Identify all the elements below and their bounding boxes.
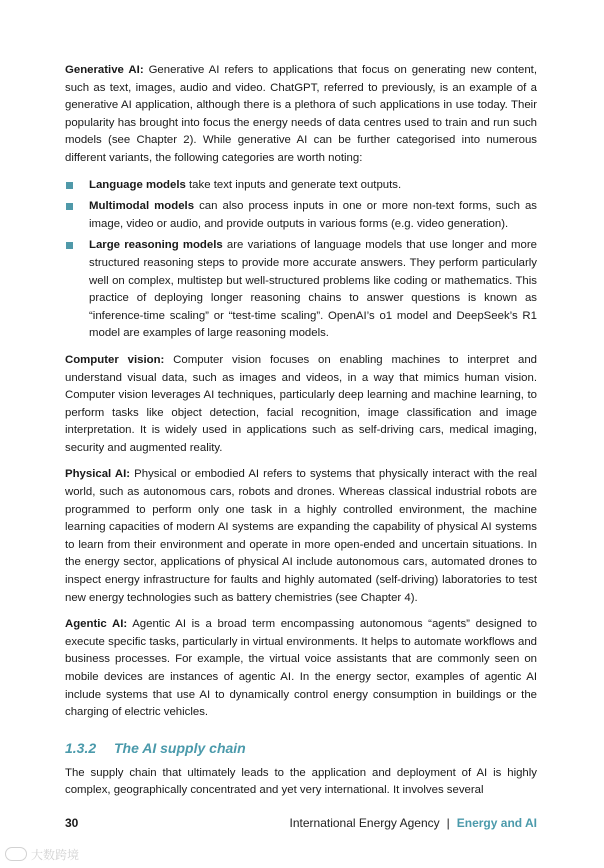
paragraph-agentic-ai [65, 616, 537, 722]
page-footer [65, 816, 537, 836]
list-item-large-reasoning-models [65, 237, 537, 343]
footer-report-title: Energy and AI [456, 816, 537, 830]
document-page [65, 62, 537, 809]
term-generative-ai: Generative AI: [65, 64, 144, 76]
square-bullet-icon [66, 242, 73, 249]
paragraph-text: Physical or embodied AI refers to systems that physically interact with the real world, such as autonomous cars, robots and drones. Whereas classical industrial robots are programmed to perform only one task in a highly controlled environment, the machine learning capacities of modern AI systems are expanding the capability of physical AI systems to learn from their environment and operate in more open-ended and uncertain situations. In the energy sector, applications of physical AI include autonomous cars, automated drones to inspect energy infrastructure for faults and highly automated (self-driving) laboratories to test new energy technologies such as battery chemistries (see Chapter 4). [65, 468, 538, 604]
paragraph-text: Generative AI refers to applications that focus on generating new content, such as text, images, audio and video. ChatGPT, referred to previously, is an example of a generative AI application, although there is a plethora of such applications in use today. Their popularity has brought into focus the energy needs of data centres used to train and run such models (see Chapter 2). While generative AI can be further categorised into numerous different variants, the following categories are worth noting: [65, 64, 537, 164]
paragraph-generative-ai [65, 62, 537, 168]
footer-organization: International Energy Agency [289, 816, 440, 830]
list-item-text: are variations of language models that use longer and more structured reasoning steps to provide more accurate answers. They perform particularly well on complex, multistep but well-structured problems like coding or mathematics. This practice of deploying longer reasoning chains to answer questions is known as “inference-time scaling” or “test-time scaling”. OpenAI’s o1 model and DeepSeek’s R1 model are examples of large reasoning models. [89, 239, 537, 340]
term-large-reasoning-models: Large reasoning models [89, 239, 223, 252]
term-computer-vision: Computer vision: [65, 353, 165, 366]
term-physical-ai: Physical AI: [65, 468, 131, 481]
term-language-models: Language models [89, 178, 186, 191]
paragraph-computer-vision [65, 352, 537, 458]
paragraph-text: The supply chain that ultimately leads to the application and deployment of AI is highly complex, geographically concentrated and yet very international. It involves several [65, 766, 537, 797]
paragraph-text: Agentic AI is a broad term encompassing autonomous “agents” designed to execute specific tasks, particularly in virtual environments. It helps to automate workflows and business processes. For example, the virtual voice assistants that are commonly seen on mobile devices are instances of agentic AI. In the energy sector, examples of agentic AI include systems that use AI to dynamically control energy consumption in buildings or the charging of electric vehicles. [65, 618, 537, 719]
watermark [5, 845, 79, 863]
generative-ai-categories-list [65, 177, 537, 343]
list-item-text: can also process inputs in one or more non-text forms, such as image, video or audio, and provide outputs in various forms (e.g. video generation). [89, 200, 538, 230]
watermark-text: 大数跨境 [31, 847, 80, 862]
list-item-text: take text inputs and generate text outputs. [185, 178, 402, 191]
section-title: The AI supply chain [114, 739, 246, 756]
section-number: 1.3.2 [65, 739, 97, 756]
side-stamp [31, 780, 39, 836]
section-heading [65, 738, 537, 758]
paragraph-text: Computer vision focuses on enabling machines to interpret and understand visual data, such as images and videos, in a way that mimics human vision. Computer vision leverages AI techniques, particularly deep learning and machine learning, to perform tasks like object detection, facial recognition, image classification and image interpretation. It is widely used in applications such as self-driving cars, medical imaging, security and augmented reality. [65, 353, 538, 454]
page-number: 30 [65, 816, 79, 830]
term-multimodal-models: Multimodal models [89, 200, 195, 213]
list-item-language-models [65, 177, 537, 195]
paragraph-physical-ai [65, 466, 537, 607]
square-bullet-icon [66, 182, 73, 189]
square-bullet-icon [66, 203, 73, 210]
term-agentic-ai: Agentic AI: [65, 618, 128, 631]
footer-credit [290, 816, 537, 830]
paragraph-supply-chain-intro [65, 765, 537, 800]
list-item-multimodal-models [65, 198, 537, 233]
footer-separator: | [446, 816, 450, 830]
watermark-logo-icon [5, 847, 27, 861]
